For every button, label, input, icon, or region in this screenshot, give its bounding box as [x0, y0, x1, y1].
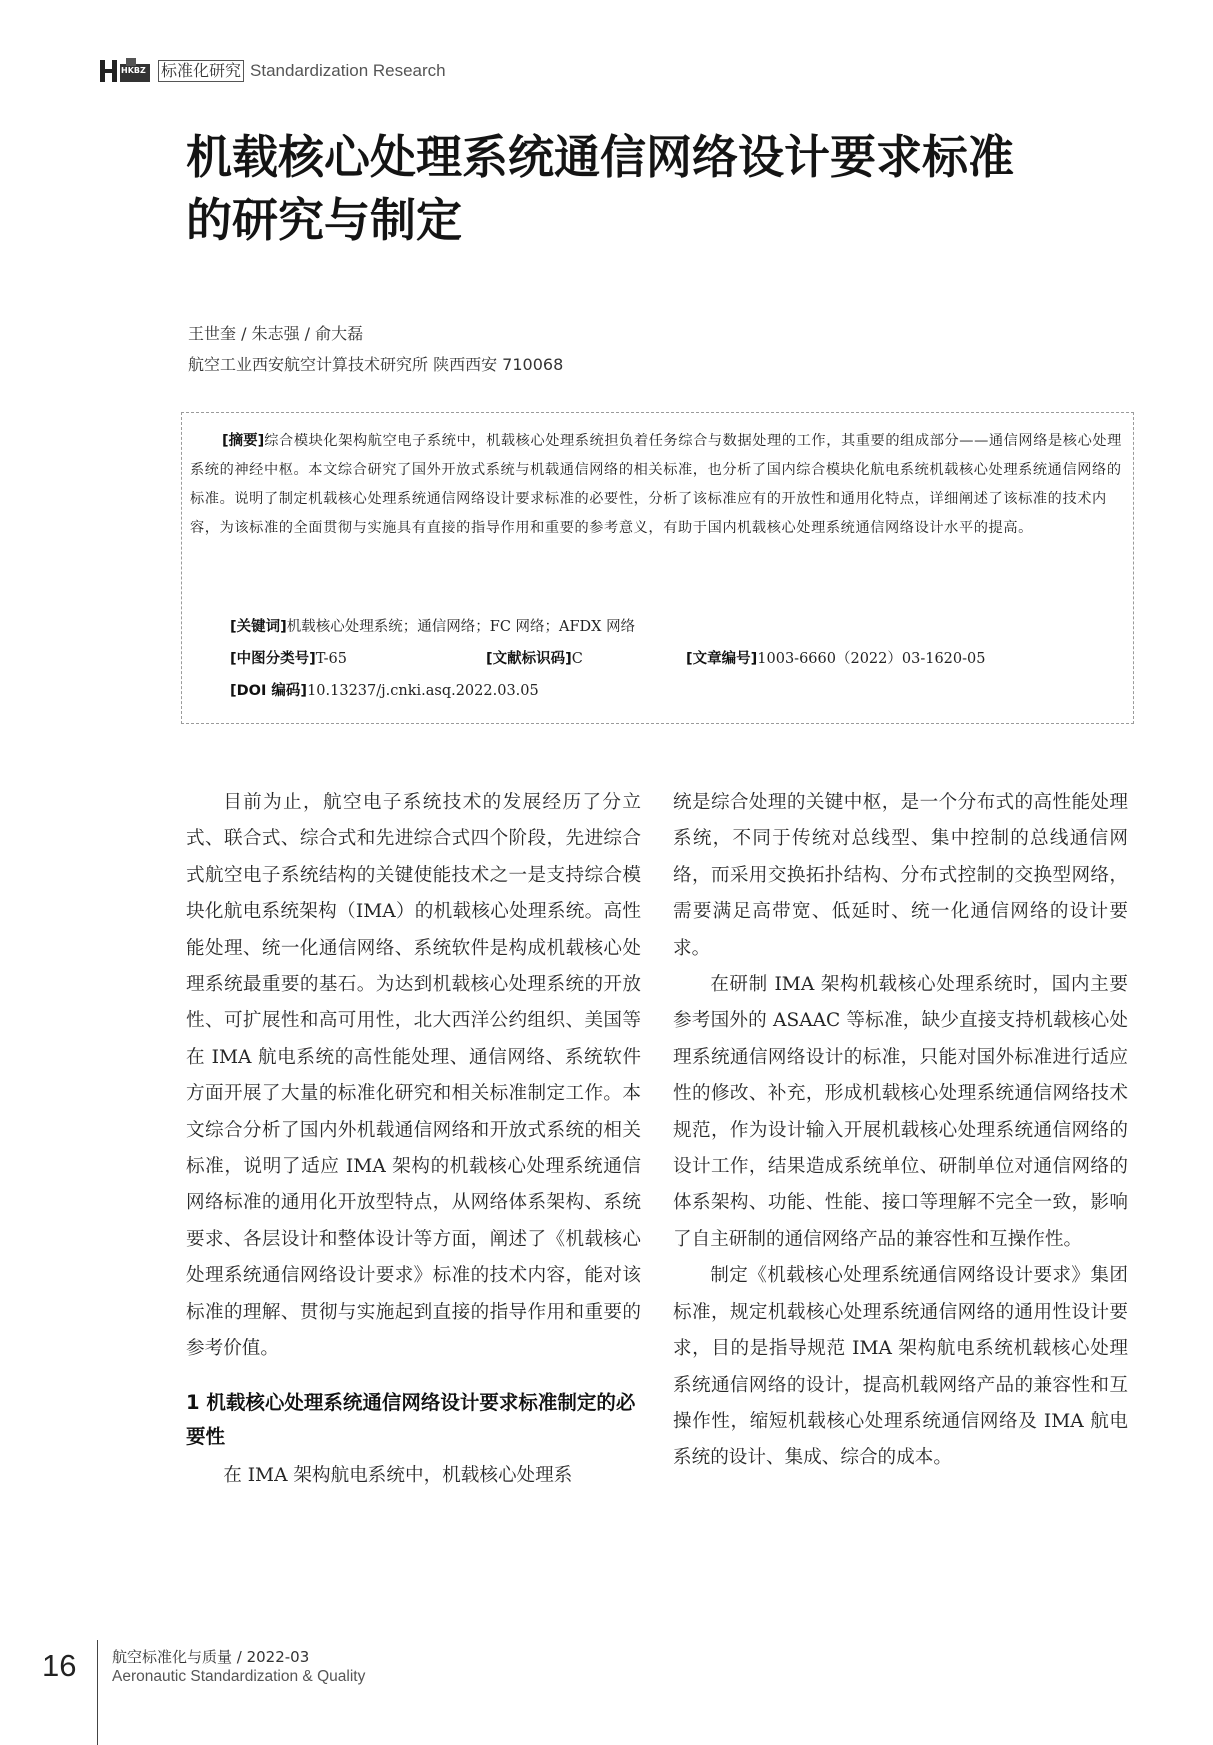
keywords-line: [230, 615, 635, 636]
keywords-label: [关键词]: [230, 619, 287, 635]
footer-journal-en: Aeronautic Standardization & Quality: [112, 1668, 366, 1685]
article-no-label: [文章编号]: [686, 651, 758, 667]
logo-text: HKBZ: [121, 66, 146, 75]
abstract-box: [181, 412, 1134, 724]
article-no-value: 1003-6660（2022）03-1620-05: [757, 651, 986, 667]
section-heading: 1 机载核心处理系统通信网络设计要求标准制定的必要性: [186, 1390, 636, 1448]
body-paragraph: 统是综合处理的关键中枢，是一个分布式的高性能处理系统，不同于传统对总线型、集中控制的总线通信网络，而采用交换拓扑结构、分布式控制的交换型网络，需要满足高带宽、低延时、统一化通信网络的设计要求。: [673, 792, 1128, 959]
doi-value: 10.13237/j.cnki.asq.2022.03.05: [307, 683, 539, 699]
body-paragraph: 制定《机载核心处理系统通信网络设计要求》集团标准，规定机载核心处理系统通信网络的通用性设计要求，目的是指导规范 IMA 架构航电系统机载核心处理系统通信网络的设计，提高机载网络产品的兼容性和互操作性，缩短机载核心处理系统通信网络及 IMA 航电系统的设计、集成、综合的成本。: [673, 1265, 1128, 1469]
body-paragraph: 在研制 IMA 架构机载核心处理系统时，国内主要参考国外的 ASAAC 等标准，缺少直接支持机载核心处理系统通信网络设计的标准，只能对国外标准进行适应性的修改、补充，形成机载核心处理系统通信网络技术规范，作为设计输入开展机载核心处理系统通信网络的设计工作，结果造成系统单位、研制单位对通信网络的体系架构、功能、性能、接口等理解不完全一致，影响了自主研制的通信网络产品的兼容性和互操作性。: [673, 974, 1128, 1250]
running-header: [100, 56, 446, 86]
header-journal-en: Standardization Research: [250, 61, 446, 80]
clc-label: [中图分类号]: [230, 651, 316, 667]
abstract: [190, 427, 1130, 543]
keywords: 机载核心处理系统；通信网络；FC 网络；AFDX 网络: [286, 619, 636, 635]
title-line-1: 机载核心处理系统通信网络设计要求标准: [186, 130, 1014, 184]
header-journal-cn: 标准化研究: [158, 60, 244, 82]
abstract-text: 综合模块化架构航空电子系统中，机载核心处理系统担负着任务综合与数据处理的工作，其重要的组成部分——通信网络是核心处理系统的神经中枢。本文综合研究了国外开放式系统与机载通信网络的相关标准，也分析了国内综合模块化航电系统机载核心处理系统通信网络的标准。说明了制定机载核心处理系统通信网络设计要求标准的必要性，分析了该标准应有的开放性和通用化特点，详细阐述了该标准的技术内容，为该标准的全面贯彻与实施具有直接的指导作用和重要的参考意义，有助于国内机载核心处理系统通信网络设计水平的提高。: [190, 433, 1122, 536]
clc-value: T-65: [315, 651, 347, 667]
abstract-label: [摘要]: [222, 433, 265, 449]
article-title: [186, 126, 1146, 252]
affiliation: 航空工业西安航空计算技术研究所 陕西西安 710068: [188, 355, 564, 374]
footer-divider: [97, 1640, 98, 1745]
authors: 王世奎 / 朱志强 / 俞大磊: [188, 324, 364, 343]
body-column-left: [186, 785, 641, 1494]
footer-journal-cn: 航空标准化与质量 / 2022-03: [112, 1648, 310, 1666]
title-line-2: 的研究与制定: [186, 193, 462, 247]
body-column-right: [673, 785, 1128, 1477]
body-paragraph: 目前为止，航空电子系统技术的发展经历了分立式、联合式、综合式和先进综合式四个阶段，先进综合式航空电子系统结构的关键使能技术之一是支持综合模块化航电系统架构（IMA）的机载核心处理系统。高性能处理、统一化通信网络、系统软件是构成机载核心处理系统最重要的基石。为达到机载核心处理系统的开放性、可扩展性和高可用性，北大西洋公约组织、美国等在 IMA 航电系统的高性能处理、通信网络、系统软件方面开展了大量的标准化研究和相关标准制定工作。本文综合分析了国内外机载通信网络和开放式系统的相关标准，说明了适应 IMA 架构的机载核心处理系统通信网络标准的通用化开放型特点，从网络体系架构、系统要求、各层设计和整体设计等方面，阐述了《机载核心处理系统通信网络设计要求》标准的技术内容，能对该标准的理解、贯彻与实施起到直接的指导作用和重要的参考价值。: [186, 792, 641, 1360]
doi-label: [DOI 编码]: [230, 683, 308, 699]
doc-code-label: [文献标识码]: [486, 651, 572, 667]
doi-line: [230, 679, 539, 700]
body-paragraph: 在 IMA 架构航电系统中，机载核心处理系: [223, 1464, 573, 1486]
doc-code-value: C: [571, 651, 583, 667]
page-number: 16: [42, 1648, 77, 1683]
journal-logo: [100, 58, 152, 84]
